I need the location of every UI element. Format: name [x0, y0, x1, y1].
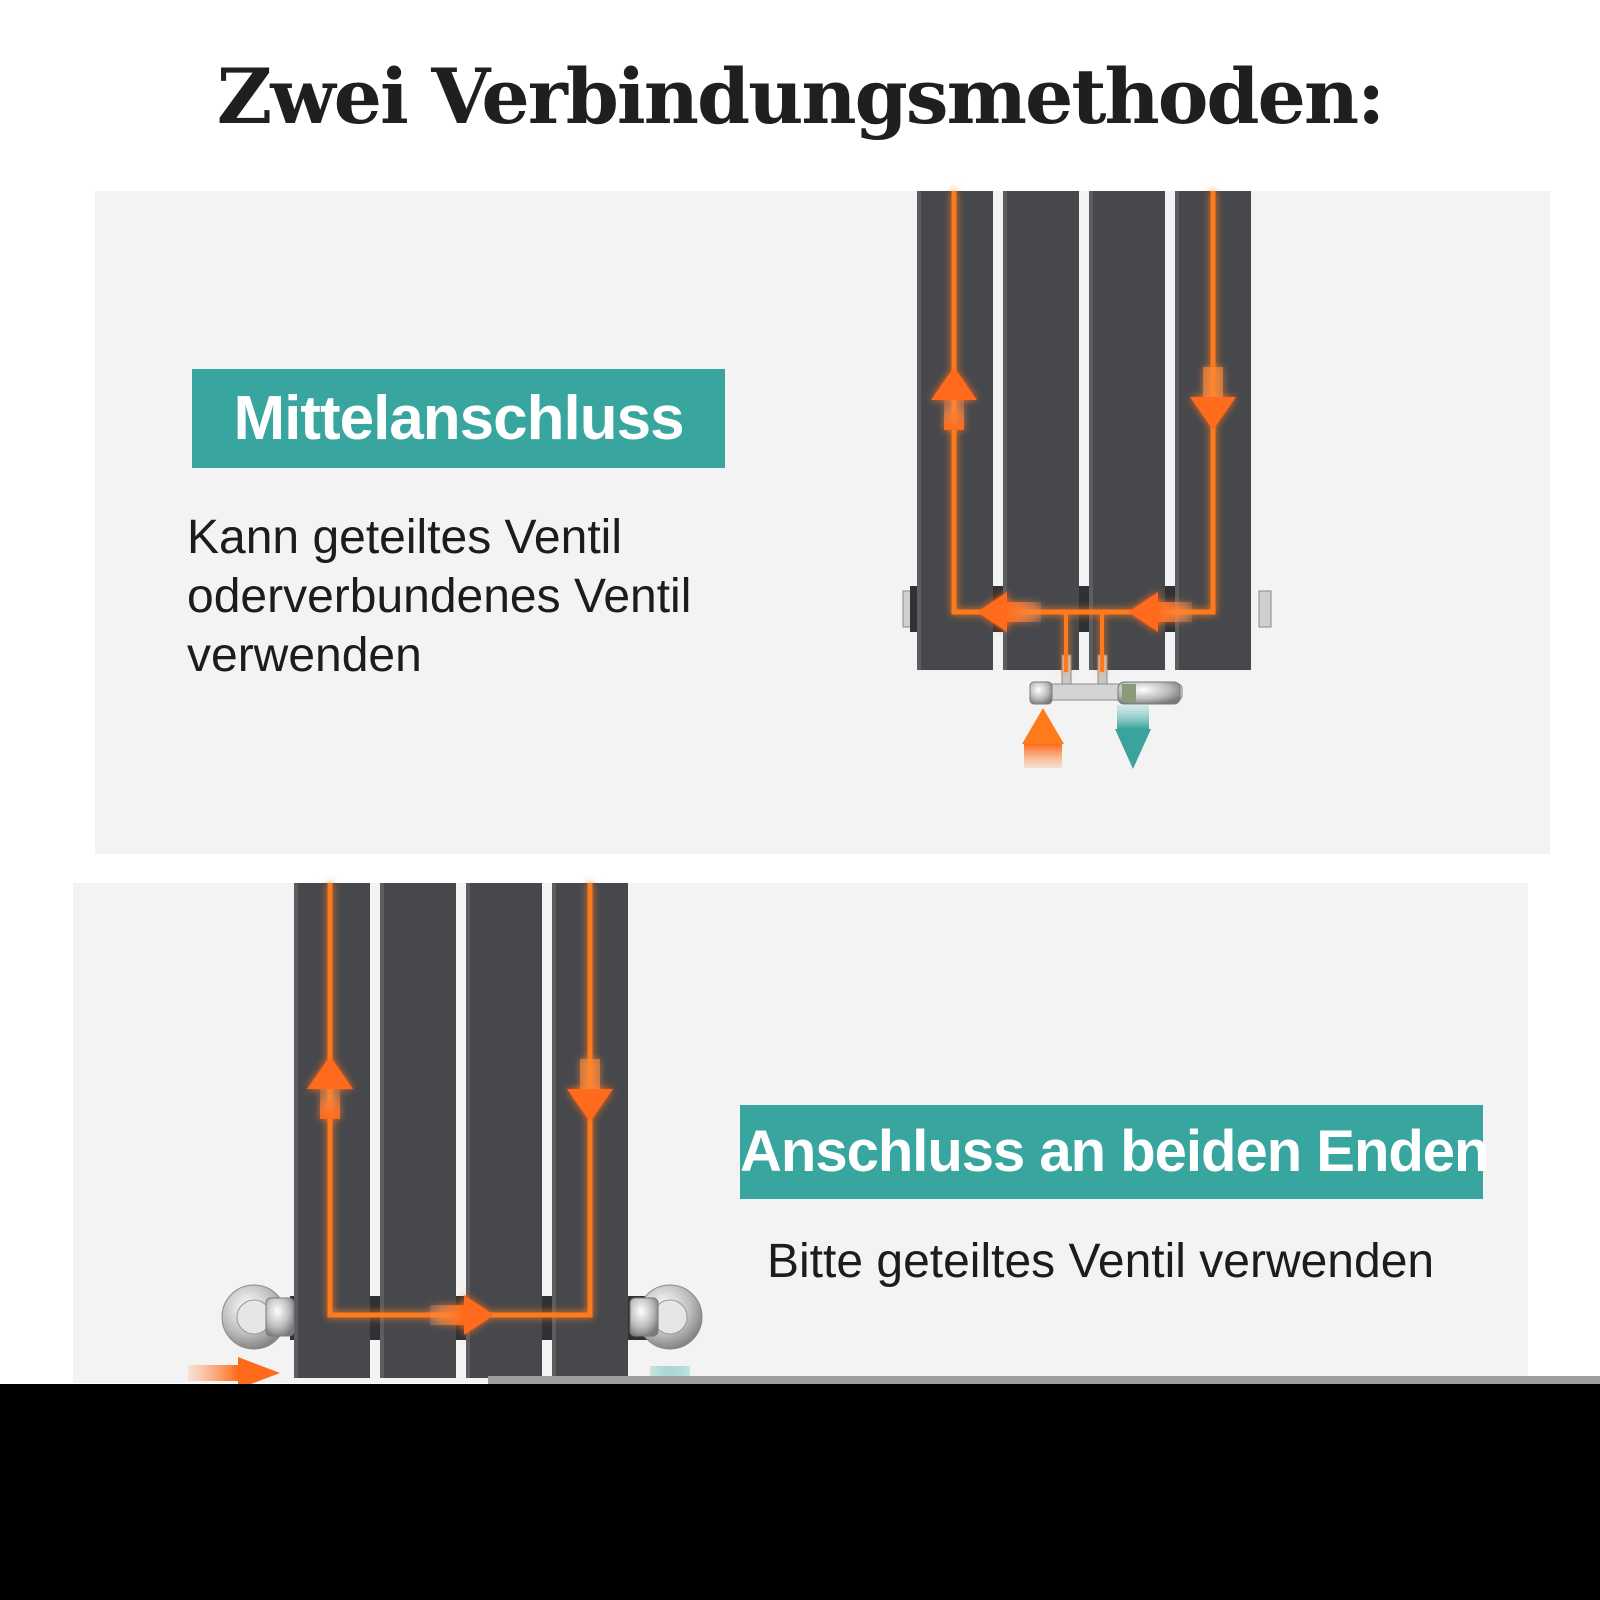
inlet-arrow-icon [1022, 708, 1064, 768]
section-label-both-ends-connection: Anschluss an beiden Enden [740, 1105, 1483, 1199]
bottom-black-bar [0, 1384, 1600, 1600]
description-line: oderverbundenes Ventil [187, 570, 692, 623]
description-line: verwenden [187, 629, 422, 682]
section-description-both-ends-connection: Bitte geteiltes Ventil verwenden [767, 1235, 1435, 1288]
outlet-arrow-icon [1115, 705, 1151, 769]
section-label-middle-connection: Mittelanschluss [192, 369, 725, 468]
section-description-middle-connection [187, 508, 807, 685]
valve-icon [222, 1285, 294, 1349]
description-line: Kann geteiltes Ventil [187, 511, 622, 564]
divider-line [488, 1376, 1600, 1384]
radiator-icon [903, 191, 1271, 670]
page-title: Zwei Verbindungsmethoden: [216, 52, 1384, 141]
